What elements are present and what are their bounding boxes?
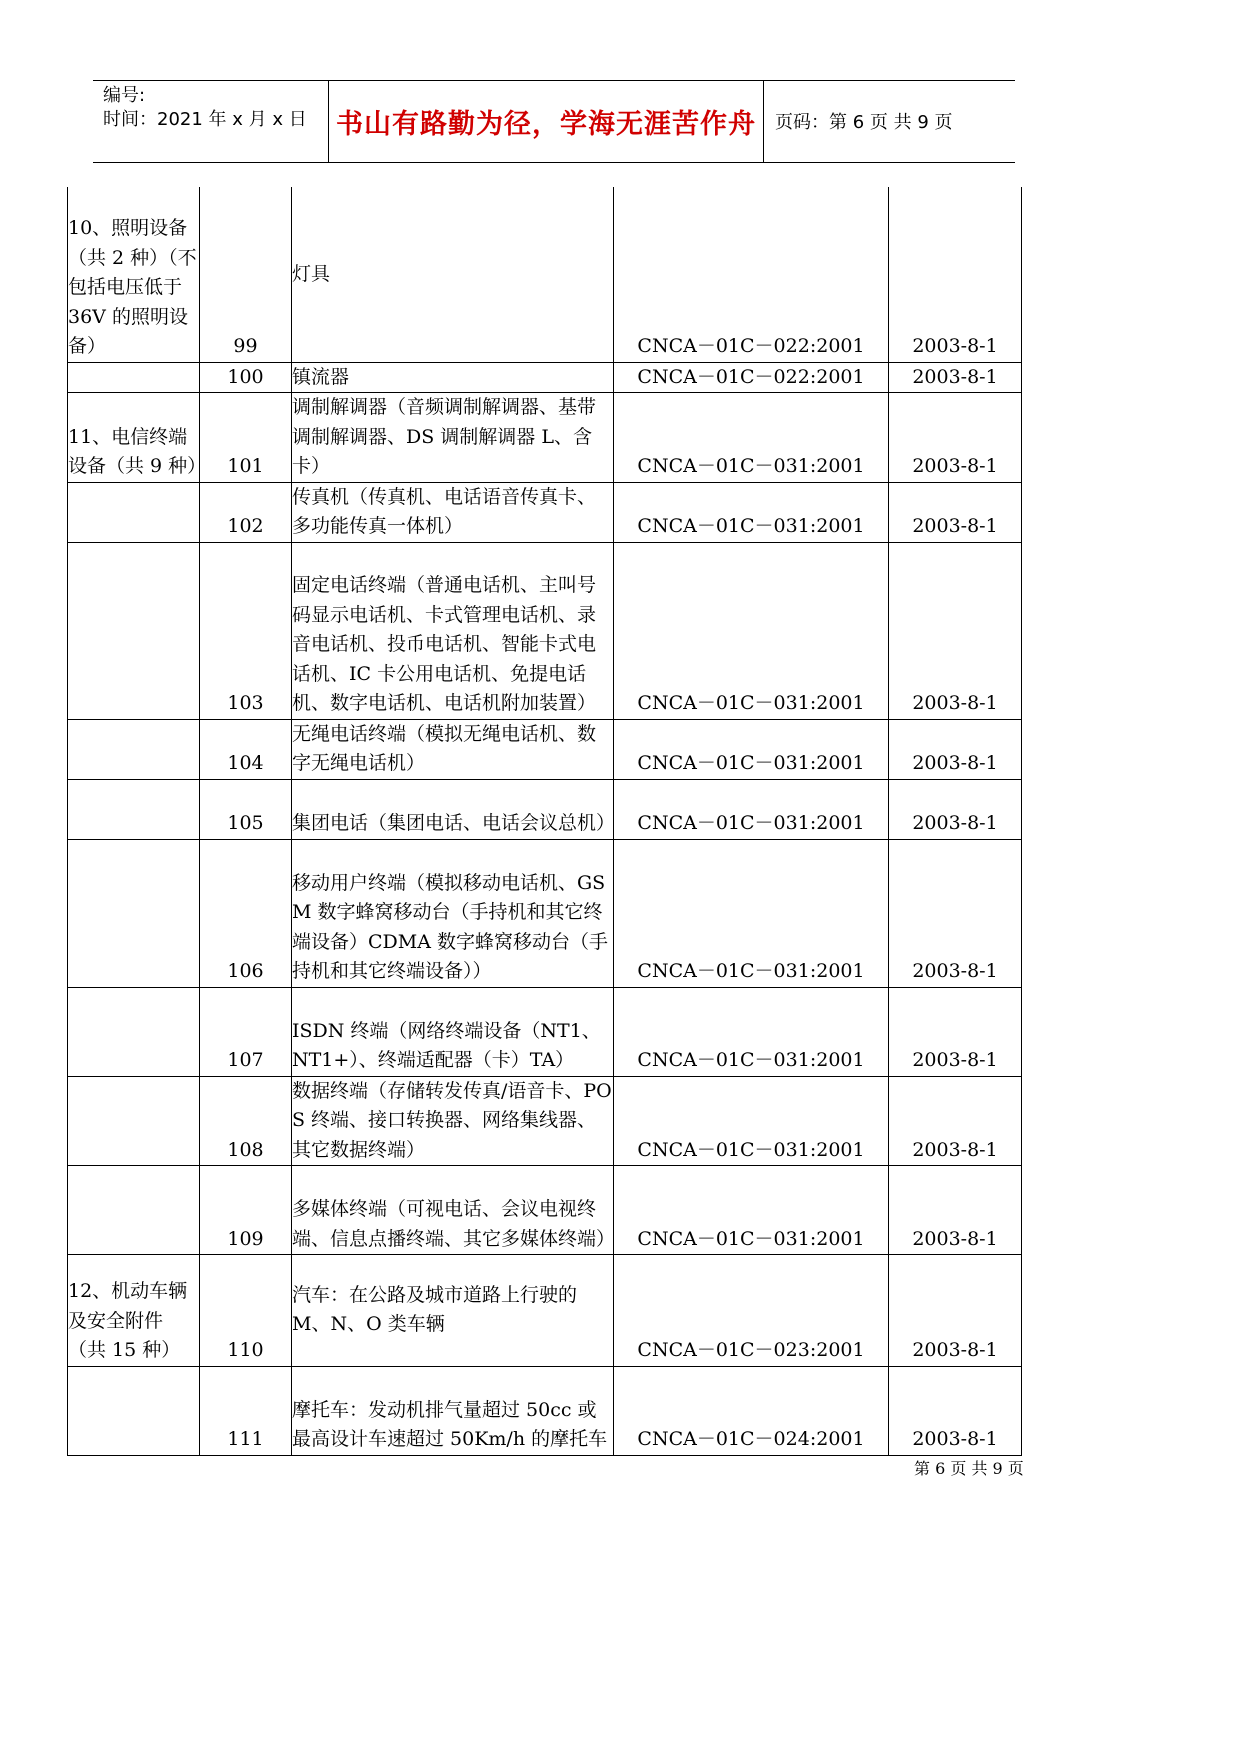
item-number: 100 xyxy=(200,362,292,393)
table-row xyxy=(68,1076,1022,1166)
date-cell: 2003-8-1 xyxy=(889,362,1022,393)
category-cell xyxy=(68,719,200,779)
serial-label: 编号: xyxy=(103,85,146,106)
category-cell xyxy=(68,362,200,393)
header-page-number: 页码：第 6 页 共 9 页 xyxy=(775,112,953,133)
standard-cell: CNCA－01C－031:2001 xyxy=(614,839,889,987)
date-cell: 2003-8-1 xyxy=(889,1076,1022,1166)
standard-cell: CNCA－01C－023:2001 xyxy=(614,1255,889,1367)
header-motto: 书山有路勤为径，学海无涯苦作舟 xyxy=(336,108,756,140)
table-row xyxy=(68,1366,1022,1455)
product-cell: 摩托车：发动机排气量超过 50cc 或最高设计车速超过 50Km/h 的摩托车 xyxy=(292,1366,614,1455)
standard-cell: CNCA－01C－031:2001 xyxy=(614,1076,889,1166)
item-number: 102 xyxy=(200,482,292,542)
standard-cell: CNCA－01C－031:2001 xyxy=(614,542,889,719)
product-cell: 汽车：在公路及城市道路上行驶的 M、N、O 类车辆 xyxy=(292,1255,614,1367)
table-row xyxy=(68,839,1022,987)
date-cell: 2003-8-1 xyxy=(889,1255,1022,1367)
standard-cell: CNCA－01C－031:2001 xyxy=(614,779,889,839)
item-number: 106 xyxy=(200,839,292,987)
item-number: 110 xyxy=(200,1255,292,1367)
category-cell xyxy=(68,1076,200,1166)
item-number: 99 xyxy=(200,187,292,362)
item-number: 111 xyxy=(200,1366,292,1455)
standard-cell: CNCA－01C－031:2001 xyxy=(614,1166,889,1255)
date-cell: 2003-8-1 xyxy=(889,719,1022,779)
table-row xyxy=(68,393,1022,483)
item-number: 104 xyxy=(200,719,292,779)
product-cell: 灯具 xyxy=(292,187,614,362)
item-number: 108 xyxy=(200,1076,292,1166)
product-cell: ISDN 终端（网络终端设备（NT1、NT1+）、终端适配器（卡）TA） xyxy=(292,987,614,1076)
header-meta xyxy=(103,84,325,132)
table-row xyxy=(68,779,1022,839)
category-cell xyxy=(68,1166,200,1255)
date-cell: 2003-8-1 xyxy=(889,1166,1022,1255)
product-cell: 数据终端（存储转发传真/语音卡、POS 终端、接口转换器、网络集线器、其它数据终端） xyxy=(292,1076,614,1166)
category-cell: 10、照明设备（共 2 种）（不包括电压低于 36V 的照明设备） xyxy=(68,187,200,362)
date-cell: 2003-8-1 xyxy=(889,542,1022,719)
category-cell: 12、机动车辆及安全附件（共 15 种） xyxy=(68,1255,200,1367)
table-row xyxy=(68,1166,1022,1255)
standard-cell: CNCA－01C－031:2001 xyxy=(614,719,889,779)
item-number: 107 xyxy=(200,987,292,1076)
date-cell: 2003-8-1 xyxy=(889,987,1022,1076)
product-cell: 集团电话（集团电话、电话会议总机） xyxy=(292,779,614,839)
table-row xyxy=(68,542,1022,719)
category-cell xyxy=(68,839,200,987)
table-row xyxy=(68,987,1022,1076)
product-cell: 移动用户终端（模拟移动电话机、GSM 数字蜂窝移动台（手持机和其它终端设备）CDMA 数字蜂窝移动台（手持机和其它终端设备）） xyxy=(292,839,614,987)
product-cell: 传真机（传真机、电话语音传真卡、多功能传真一体机） xyxy=(292,482,614,542)
standard-cell: CNCA－01C－031:2001 xyxy=(614,482,889,542)
table-row xyxy=(68,1255,1022,1367)
header-divider xyxy=(763,80,764,162)
category-cell xyxy=(68,482,200,542)
product-cell: 调制解调器（音频调制解调器、基带调制解调器、DS 调制解调器 L、含卡） xyxy=(292,393,614,483)
item-number: 103 xyxy=(200,542,292,719)
date-cell: 2003-8-1 xyxy=(889,187,1022,362)
category-cell: 11、电信终端设备（共 9 种） xyxy=(68,393,200,483)
time-label: 时间：2021 年 x 月 x 日 xyxy=(103,109,307,130)
product-cell: 无绳电话终端（模拟无绳电话机、数字无绳电话机） xyxy=(292,719,614,779)
product-cell: 镇流器 xyxy=(292,362,614,393)
date-cell: 2003-8-1 xyxy=(889,393,1022,483)
standard-cell: CNCA－01C－024:2001 xyxy=(614,1366,889,1455)
item-number: 101 xyxy=(200,393,292,483)
standard-cell: CNCA－01C－022:2001 xyxy=(614,187,889,362)
standard-cell: CNCA－01C－031:2001 xyxy=(614,987,889,1076)
header-bottom-rule xyxy=(93,162,1015,163)
category-cell xyxy=(68,779,200,839)
category-cell xyxy=(68,1366,200,1455)
standard-cell: CNCA－01C－022:2001 xyxy=(614,362,889,393)
certification-table xyxy=(67,187,1022,1456)
table-row xyxy=(68,482,1022,542)
table-row xyxy=(68,719,1022,779)
item-number: 109 xyxy=(200,1166,292,1255)
page-footer: 第 6 页 共 9 页 xyxy=(914,1459,1024,1478)
item-number: 105 xyxy=(200,779,292,839)
category-cell xyxy=(68,542,200,719)
date-cell: 2003-8-1 xyxy=(889,839,1022,987)
category-cell xyxy=(68,987,200,1076)
standard-cell: CNCA－01C－031:2001 xyxy=(614,393,889,483)
header-divider xyxy=(328,80,329,162)
table-row xyxy=(68,187,1022,362)
date-cell: 2003-8-1 xyxy=(889,1366,1022,1455)
table-row xyxy=(68,362,1022,393)
product-cell: 多媒体终端（可视电话、会议电视终端、信息点播终端、其它多媒体终端） xyxy=(292,1166,614,1255)
date-cell: 2003-8-1 xyxy=(889,779,1022,839)
product-cell: 固定电话终端（普通电话机、主叫号码显示电话机、卡式管理电话机、录音电话机、投币电话机、智能卡式电话机、IC 卡公用电话机、免提电话机、数字电话机、电话机附加装置） xyxy=(292,542,614,719)
date-cell: 2003-8-1 xyxy=(889,482,1022,542)
